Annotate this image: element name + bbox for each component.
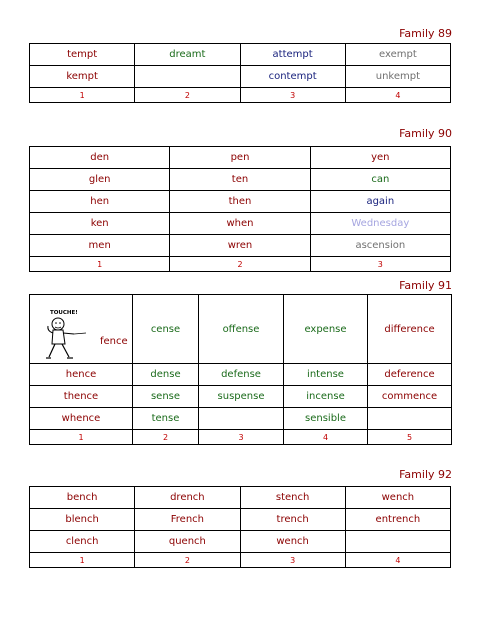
column-number: 4 [345, 88, 450, 103]
word-cell: wench [345, 487, 450, 509]
word-cell: drench [135, 487, 240, 509]
word-cell: difference [368, 295, 452, 364]
word-cell: tense [133, 408, 199, 430]
word-cell: when [170, 213, 310, 235]
word-cell: sensible [284, 408, 368, 430]
word-cell: ken [30, 213, 170, 235]
column-number: 5 [368, 430, 452, 445]
word-cell [345, 531, 450, 553]
word-cell: contempt [240, 66, 345, 88]
family-91-table [29, 294, 452, 445]
column-number: 4 [345, 553, 450, 568]
word-cell: blench [30, 509, 135, 531]
family-90-title: Family 90 [399, 127, 452, 140]
word-cell: deference [368, 364, 452, 386]
word-cell: unkempt [345, 66, 450, 88]
column-number: 2 [135, 88, 240, 103]
illustration-word: fence [100, 336, 128, 347]
family-89-table [29, 43, 451, 103]
table-row [30, 169, 451, 191]
table-row [30, 44, 451, 66]
word-cell: dense [133, 364, 199, 386]
table-row [30, 213, 451, 235]
word-cell: clench [30, 531, 135, 553]
word-cell: incense [284, 386, 368, 408]
family-89-title: Family 89 [399, 27, 452, 40]
word-cell: kempt [30, 66, 135, 88]
word-cell: den [30, 147, 170, 169]
word-cell: trench [240, 509, 345, 531]
word-cell: then [170, 191, 310, 213]
column-number: 3 [240, 553, 345, 568]
word-cell: hen [30, 191, 170, 213]
illustration-cell [30, 295, 133, 364]
word-cell: entrench [345, 509, 450, 531]
column-number: 4 [284, 430, 368, 445]
word-cell: cense [133, 295, 199, 364]
table-row [30, 191, 451, 213]
table-row [30, 531, 451, 553]
column-number: 2 [135, 553, 240, 568]
column-number-row [30, 88, 451, 103]
table-row [30, 295, 452, 364]
word-cell: pen [170, 147, 310, 169]
column-number: 3 [310, 257, 450, 272]
word-cell: again [310, 191, 450, 213]
word-cell: suspense [199, 386, 284, 408]
word-cell [135, 66, 240, 88]
table-row [30, 408, 452, 430]
word-cell: expense [284, 295, 368, 364]
word-cell: commence [368, 386, 452, 408]
word-cell: ten [170, 169, 310, 191]
word-cell: ascension [310, 235, 450, 257]
word-cell: whence [30, 408, 133, 430]
table-row [30, 487, 451, 509]
fencer-illustration [44, 315, 88, 361]
word-cell [199, 408, 284, 430]
column-number-row [30, 553, 451, 568]
illustration-caption: TOUCHE! [50, 310, 78, 316]
word-cell: intense [284, 364, 368, 386]
word-cell: men [30, 235, 170, 257]
family-90-table [29, 146, 451, 272]
table-row [30, 509, 451, 531]
word-cell: sense [133, 386, 199, 408]
word-cell: tempt [30, 44, 135, 66]
word-cell: offense [199, 295, 284, 364]
word-cell [368, 408, 452, 430]
column-number: 1 [30, 553, 135, 568]
word-cell: glen [30, 169, 170, 191]
column-number-row [30, 430, 452, 445]
word-cell: dreamt [135, 44, 240, 66]
column-number: 1 [30, 88, 135, 103]
table-row [30, 364, 452, 386]
word-cell: exempt [345, 44, 450, 66]
word-cell: yen [310, 147, 450, 169]
word-cell: quench [135, 531, 240, 553]
column-number: 2 [133, 430, 199, 445]
table-row [30, 386, 452, 408]
table-row [30, 147, 451, 169]
word-cell: attempt [240, 44, 345, 66]
column-number-row [30, 257, 451, 272]
family-91-title: Family 91 [399, 279, 452, 292]
word-cell: wren [170, 235, 310, 257]
word-cell: Wednesday [310, 213, 450, 235]
word-cell: French [135, 509, 240, 531]
table-row [30, 66, 451, 88]
family-92-title: Family 92 [399, 468, 452, 481]
column-number: 3 [199, 430, 284, 445]
word-cell: wench [240, 531, 345, 553]
word-cell: stench [240, 487, 345, 509]
column-number: 1 [30, 257, 170, 272]
word-cell: hence [30, 364, 133, 386]
word-cell: can [310, 169, 450, 191]
word-cell: defense [199, 364, 284, 386]
word-cell: thence [30, 386, 133, 408]
table-row [30, 235, 451, 257]
word-cell: bench [30, 487, 135, 509]
column-number: 2 [170, 257, 310, 272]
column-number: 3 [240, 88, 345, 103]
family-92-table [29, 486, 451, 568]
column-number: 1 [30, 430, 133, 445]
